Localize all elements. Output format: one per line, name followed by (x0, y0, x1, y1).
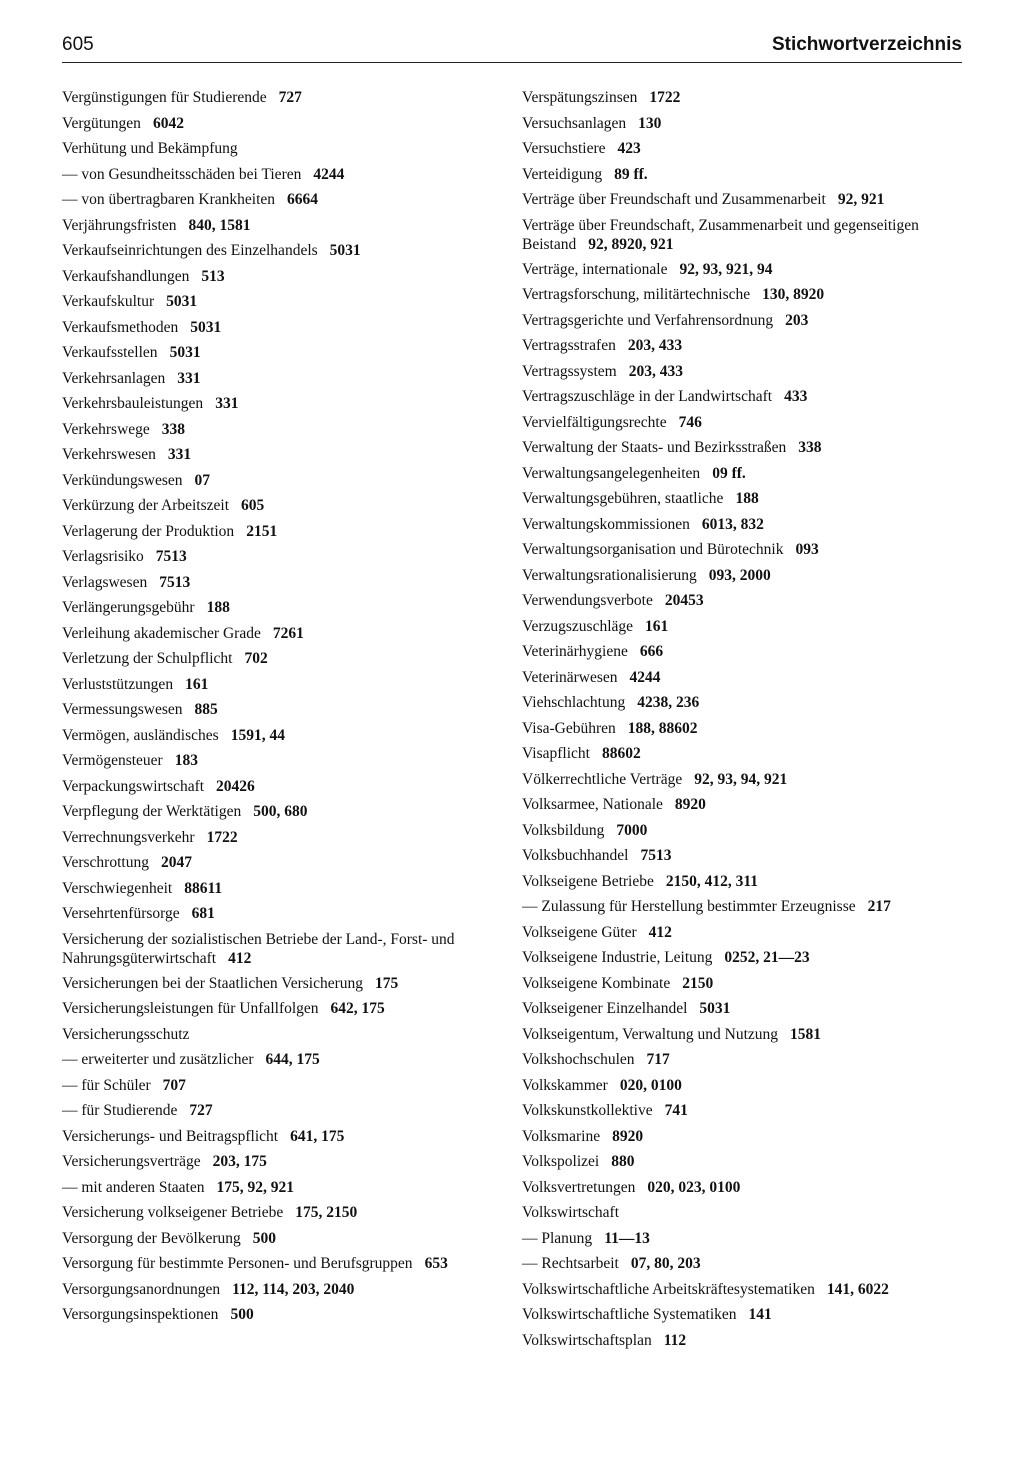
index-reference-numbers: 6042 (152, 114, 184, 132)
index-entry (522, 897, 964, 923)
index-reference-numbers: 88611 (184, 879, 223, 897)
index-reference-numbers: 746 (678, 413, 702, 431)
index-reference-numbers: 141, 6022 (826, 1280, 889, 1298)
index-reference-numbers: 0252, 21—23 (724, 949, 810, 966)
index-term: Volksbildung (522, 821, 605, 839)
index-term: Volkseigene Industrie, Leitung (522, 949, 713, 966)
index-entry (62, 496, 502, 522)
index-term: Vergünstigungen für Studierende (62, 89, 267, 106)
index-term: Volksarmee, Nationale (522, 796, 663, 813)
index-reference-numbers: 141 (748, 1306, 772, 1323)
index-reference-numbers: 92, 93, 94, 921 (694, 770, 788, 788)
index-reference-numbers: 183 (174, 752, 198, 769)
index-entry (62, 216, 502, 242)
index-entry (62, 241, 502, 267)
index-reference-numbers: 203, 433 (627, 337, 683, 354)
index-term: Verwendungsverbote (522, 592, 653, 609)
index-reference-numbers: 6013, 832 (701, 515, 764, 533)
index-entry (522, 387, 964, 413)
index-term: Vertragszuschläge in der Landwirtschaft (522, 388, 773, 405)
index-entry (62, 369, 502, 395)
index-reference-numbers: 423 (617, 140, 641, 157)
index-reference-numbers: 885 (194, 701, 218, 718)
index-reference-numbers: 92, 93, 921, 94 (679, 260, 773, 278)
index-term: Veterinärhygiene (522, 643, 628, 660)
index-entry (522, 1229, 964, 1255)
index-entry (522, 489, 964, 515)
index-reference-numbers: 5031 (190, 318, 222, 336)
index-reference-numbers: 188 (735, 490, 759, 507)
index-reference-numbers: 130, 8920 (762, 286, 825, 303)
index-entry (522, 260, 964, 286)
index-reference-numbers: 7000 (616, 821, 648, 839)
index-reference-numbers: 188, 88602 (627, 719, 698, 737)
index-entry (522, 1305, 964, 1331)
index-entry (62, 267, 502, 293)
index-term: Volkskammer (522, 1076, 608, 1094)
index-entry (522, 770, 964, 796)
index-reference-numbers: 8920 (612, 1127, 644, 1145)
index-term: — für Studierende (62, 1102, 178, 1119)
index-term: Verkaufsmethoden (62, 318, 179, 336)
index-term: Verwaltungsrationalisierung (522, 566, 697, 584)
index-term: Volkseigene Güter (522, 923, 637, 941)
index-term: Verhütung und Bekämpfung (62, 140, 238, 157)
index-entry (522, 1101, 964, 1127)
index-term: Verrechnungsverkehr (62, 828, 195, 846)
index-reference-numbers: 7261 (272, 624, 304, 642)
index-reference-numbers: 5031 (169, 344, 201, 361)
index-entry (62, 394, 502, 420)
index-entry (522, 336, 964, 362)
index-term: Verkehrswesen (62, 446, 156, 463)
index-entry (522, 216, 964, 260)
index-term: Verschwiegenheit (62, 879, 173, 897)
index-entry (62, 1076, 502, 1102)
index-column-right (522, 88, 964, 1356)
index-term: Volkseigene Kombinate (522, 974, 671, 992)
index-entry (62, 139, 502, 165)
index-entry (62, 700, 502, 726)
index-term: Verwaltungsgebühren, staatliche (522, 490, 724, 507)
index-entry (62, 88, 502, 114)
index-term: Völkerrechtliche Verträge (522, 770, 683, 788)
index-reference-numbers: 331 (167, 446, 192, 463)
index-reference-numbers: 4244 (313, 165, 345, 183)
index-entry (62, 1280, 502, 1306)
index-entry (62, 802, 502, 828)
index-reference-numbers: 203 (785, 311, 809, 329)
index-reference-numbers: 500, 680 (253, 803, 308, 820)
index-entry (522, 948, 964, 974)
index-reference-numbers: 338 (161, 420, 186, 438)
index-entry (522, 846, 964, 872)
index-term: Verwaltung der Staats- und Bezirksstraßen (522, 439, 787, 456)
index-term: Verkehrsbauleistungen (62, 395, 204, 412)
index-term: Verträge, internationale (522, 260, 668, 278)
index-term: — mit anderen Staaten (62, 1178, 205, 1196)
index-entry (62, 1203, 502, 1229)
index-term: Volkshochschulen (522, 1051, 635, 1068)
index-term: — von Gesundheitsschäden bei Tieren (62, 165, 302, 183)
index-entry (522, 591, 964, 617)
index-entry (62, 547, 502, 573)
page-number: 605 (62, 34, 94, 55)
index-reference-numbers: 161 (185, 675, 209, 693)
index-term: Volkswirtschaftsplan (522, 1331, 652, 1349)
index-term: Versuchsanlagen (522, 114, 627, 132)
index-reference-numbers: 707 (162, 1076, 186, 1094)
index-entry (62, 420, 502, 446)
index-term: Volksbuchhandel (522, 847, 629, 864)
index-entry (522, 744, 964, 770)
index-reference-numbers: 1581 (790, 1025, 822, 1043)
index-term: Volkseigener Einzelhandel (522, 1000, 688, 1017)
index-entry (522, 872, 964, 898)
index-reference-numbers: 175 (375, 974, 399, 992)
index-term: Verjährungsfristen (62, 216, 177, 234)
index-entry (522, 139, 964, 165)
index-term: Volkseigene Betriebe (522, 872, 654, 890)
index-term: Viehschlachtung (522, 694, 626, 711)
index-reference-numbers: 5031 (699, 1000, 731, 1017)
index-reference-numbers: 702 (244, 650, 268, 667)
index-term: — erweiterter und zusätzlicher (62, 1051, 254, 1068)
index-reference-numbers: 093, 2000 (708, 566, 771, 584)
index-term: Volkswirtschaftliche Systematiken (522, 1306, 737, 1323)
index-entry (522, 617, 964, 643)
index-entry (522, 1076, 964, 1102)
index-reference-numbers: 6664 (287, 191, 319, 208)
index-reference-numbers: 92, 921 (837, 191, 885, 208)
index-reference-numbers: 20426 (216, 777, 255, 795)
index-reference-numbers: 4244 (629, 668, 661, 686)
index-reference-numbers: 727 (189, 1102, 213, 1119)
index-entry (62, 114, 502, 140)
index-entry (62, 624, 502, 650)
index-entry (62, 751, 502, 777)
index-term: Versuchstiere (522, 140, 606, 157)
index-reference-numbers: 4238, 236 (637, 694, 700, 711)
index-term: Versicherung der sozialistischen Betriebe der Land-, Forst- und Nahrungsgüterwirtschaft (62, 930, 455, 967)
index-entry (522, 719, 964, 745)
index-term: Verkehrswege (62, 420, 150, 438)
index-term: Verträge über Freundschaft und Zusammenarbeit (522, 191, 826, 208)
index-entry (522, 1178, 964, 1204)
index-reference-numbers: 2150, 412, 311 (665, 872, 759, 890)
index-reference-numbers: 88602 (601, 745, 641, 762)
index-term: Verkaufskultur (62, 293, 155, 310)
index-term: Verlagsrisiko (62, 548, 144, 565)
index-reference-numbers: 1722 (649, 89, 681, 106)
index-term: Versorgung der Bevölkerung (62, 1229, 241, 1247)
index-term: Verkaufshandlungen (62, 267, 190, 285)
index-reference-numbers: 331 (215, 395, 239, 412)
index-term: Versicherungsleistungen für Unfallfolgen (62, 1000, 319, 1017)
index-term: Verleihung akademischer Grade (62, 624, 261, 642)
index-term: Verträge über Freundschaft, Zusammenarbeit und gegenseitigen Beistand (522, 216, 919, 253)
index-entry (62, 165, 502, 191)
index-entry (522, 668, 964, 694)
index-entry (62, 853, 502, 879)
index-reference-numbers: 717 (646, 1051, 670, 1068)
index-entry (62, 598, 502, 624)
index-reference-numbers: 1722 (206, 828, 238, 846)
index-entry (62, 1101, 502, 1127)
section-title: Stichwortverzeichnis (771, 34, 962, 55)
index-term: Verkehrsanlagen (62, 369, 166, 387)
index-term: — für Schüler (62, 1076, 151, 1094)
index-entry (522, 88, 964, 114)
index-reference-numbers: 7513 (159, 573, 191, 591)
index-term: Verpackungswirtschaft (62, 777, 205, 795)
index-term: Volkskunstkollektive (522, 1102, 653, 1119)
index-reference-numbers: 5031 (329, 242, 361, 259)
index-term: Versicherungsschutz (62, 1025, 190, 1043)
index-entry (522, 999, 964, 1025)
index-reference-numbers: 203, 433 (628, 362, 683, 380)
index-term: Visa-Gebühren (522, 719, 616, 737)
index-entry (62, 573, 502, 599)
index-reference-numbers: 093 (795, 541, 819, 558)
index-reference-numbers: 500 (252, 1229, 277, 1247)
index-entry (522, 190, 964, 216)
index-entry (62, 828, 502, 854)
index-entry (62, 1152, 502, 1178)
index-entry (522, 923, 964, 949)
index-term: Versorgung für bestimmte Personen- und Berufsgruppen (62, 1255, 413, 1272)
index-reference-numbers: 644, 175 (265, 1051, 320, 1068)
index-entry (522, 540, 964, 566)
index-term: Vertragsgerichte und Verfahrensordnung (522, 311, 774, 329)
index-term: Vermessungswesen (62, 701, 183, 718)
page-header (62, 30, 962, 60)
index-entry (522, 974, 964, 1000)
index-entry (522, 1280, 964, 1306)
index-reference-numbers: 20453 (664, 592, 704, 609)
index-entry (522, 285, 964, 311)
index-reference-numbers: 840, 1581 (188, 216, 251, 234)
index-entry (62, 1229, 502, 1255)
index-reference-numbers: 175, 92, 921 (216, 1178, 294, 1196)
index-term: Veterinärwesen (522, 668, 618, 686)
index-entry (522, 566, 964, 592)
index-term: Verletzung der Schulpflicht (62, 650, 233, 667)
index-reference-numbers: 433 (784, 388, 808, 405)
index-term: — Zulassung für Herstellung bestimmter Erzeugnisse (522, 898, 856, 915)
index-term: Verwaltungsorganisation und Bürotechnik (522, 541, 784, 558)
index-term: Versicherung volkseigener Betriebe (62, 1204, 284, 1221)
index-reference-numbers: 175, 2150 (295, 1204, 358, 1221)
index-reference-numbers: 727 (278, 89, 302, 106)
index-entry (62, 522, 502, 548)
index-entry (62, 930, 502, 974)
index-entry (62, 318, 502, 344)
index-reference-numbers: 2151 (246, 522, 278, 540)
index-entry (62, 1305, 502, 1331)
index-term: Verteidigung (522, 165, 603, 183)
index-term: Verluststützungen (62, 675, 174, 693)
index-entry (522, 1050, 964, 1076)
index-term: Verlagswesen (62, 573, 148, 591)
index-term: Verspätungszinsen (522, 89, 638, 106)
index-entry (62, 777, 502, 803)
index-entry (62, 1254, 502, 1280)
index-reference-numbers: 89 ff. (614, 165, 648, 183)
index-term: Vermögen, ausländisches (62, 726, 219, 744)
index-entry (62, 1127, 502, 1153)
index-term: Verschrottung (62, 854, 149, 871)
index-entry (62, 343, 502, 369)
index-entry (522, 1152, 964, 1178)
index-reference-numbers: 07, 80, 203 (630, 1255, 701, 1272)
index-reference-numbers: 2047 (160, 854, 192, 871)
index-term: Volksmarine (522, 1127, 601, 1145)
index-entry (62, 879, 502, 905)
index-column-left (62, 88, 502, 1331)
index-term: Vertragsforschung, militärtechnische (522, 286, 751, 303)
index-reference-numbers: 741 (664, 1102, 688, 1119)
index-term: Volkspolizei (522, 1153, 600, 1170)
index-entry (62, 190, 502, 216)
index-entry (62, 904, 502, 930)
index-term: Verkaufsstellen (62, 344, 158, 361)
index-term: Versicherungen bei der Staatlichen Versicherung (62, 974, 363, 992)
index-reference-numbers: 605 (241, 497, 265, 514)
index-reference-numbers: 500 (230, 1306, 254, 1323)
index-term: Visapflicht (522, 745, 590, 762)
index-term: Vertragsstrafen (522, 337, 616, 354)
index-reference-numbers: 653 (424, 1255, 448, 1272)
index-term: Versorgungsanordnungen (62, 1280, 221, 1298)
index-entry (62, 445, 502, 471)
index-reference-numbers: 09 ff. (712, 464, 746, 482)
index-reference-numbers: 203, 175 (212, 1153, 267, 1170)
index-reference-numbers: 338 (798, 439, 822, 456)
index-term: Verlagerung der Produktion (62, 522, 235, 540)
index-entry (522, 1254, 964, 1280)
index-reference-numbers: 112 (663, 1331, 687, 1349)
index-reference-numbers: 641, 175 (290, 1127, 345, 1145)
index-reference-numbers: 8920 (674, 796, 706, 813)
index-entry (522, 311, 964, 337)
index-reference-numbers: 07 (194, 471, 211, 489)
index-entry (522, 1127, 964, 1153)
index-term: — Planung (522, 1229, 593, 1247)
index-entry (522, 362, 964, 388)
index-term: Verpflegung der Werktätigen (62, 803, 242, 820)
index-reference-numbers: 112, 114, 203, 2040 (232, 1280, 355, 1298)
index-entry (522, 165, 964, 191)
index-term: Verzugszuschläge (522, 617, 634, 635)
index-entry (522, 515, 964, 541)
index-term: Verkündungswesen (62, 471, 183, 489)
index-reference-numbers: 880 (611, 1153, 635, 1170)
index-entry (62, 1178, 502, 1204)
index-term: Versehrtenfürsorge (62, 905, 180, 922)
index-reference-numbers: 2150 (682, 974, 714, 992)
index-entry (522, 114, 964, 140)
index-entry (522, 413, 964, 439)
index-entry (522, 821, 964, 847)
index-reference-numbers: 020, 0100 (619, 1076, 682, 1094)
index-entry (522, 1331, 964, 1357)
index-term: Vermögensteuer (62, 752, 163, 769)
header-rule (62, 62, 962, 63)
index-reference-numbers: 331 (177, 369, 201, 387)
index-reference-numbers: 7513 (640, 847, 672, 864)
index-term: Verwaltungsangelegenheiten (522, 464, 701, 482)
index-entry (522, 1203, 964, 1229)
index-reference-numbers: 92, 8920, 921 (588, 235, 674, 253)
index-reference-numbers: 1591, 44 (230, 726, 285, 744)
index-entry (62, 1025, 502, 1051)
index-term: Verlängerungsgebühr (62, 599, 195, 616)
index-entry (522, 642, 964, 668)
index-entry (522, 1025, 964, 1051)
index-entry (522, 795, 964, 821)
index-reference-numbers: 681 (191, 905, 215, 922)
index-reference-numbers: 188 (206, 599, 230, 616)
index-reference-numbers: 7513 (155, 548, 187, 565)
index-reference-numbers: 513 (201, 267, 225, 285)
index-entry (62, 974, 502, 1000)
index-term: Versicherungs- und Beitragspflicht (62, 1127, 279, 1145)
index-entry (62, 471, 502, 497)
index-term: Vervielfältigungsrechte (522, 413, 667, 431)
index-entry (62, 675, 502, 701)
index-reference-numbers: 412 (648, 923, 672, 941)
index-reference-numbers: 020, 023, 0100 (647, 1178, 741, 1196)
index-entry (522, 693, 964, 719)
index-entry (62, 292, 502, 318)
index-entry (62, 999, 502, 1025)
index-reference-numbers: 11—13 (604, 1229, 650, 1247)
index-reference-numbers: 161 (645, 617, 669, 635)
index-entry (522, 438, 964, 464)
index-entry (62, 1050, 502, 1076)
index-term: Verkaufseinrichtungen des Einzelhandels (62, 242, 318, 259)
index-term: Verkürzung der Arbeitszeit (62, 497, 229, 514)
index-term: Volkswirtschaft (522, 1204, 620, 1221)
index-entry (522, 464, 964, 490)
index-term: — von übertragbaren Krankheiten (62, 191, 276, 208)
index-term: Versicherungsverträge (62, 1153, 201, 1170)
index-term: Volkswirtschaftliche Arbeitskräftesystematiken (522, 1280, 815, 1298)
index-term: Vergütungen (62, 114, 141, 132)
index-entry (62, 726, 502, 752)
index-reference-numbers: 217 (867, 898, 891, 915)
index-reference-numbers: 5031 (166, 293, 198, 310)
index-reference-numbers: 666 (639, 643, 664, 660)
index-reference-numbers: 642, 175 (330, 1000, 385, 1017)
index-term: Vertragssystem (522, 362, 617, 380)
index-term: Volksvertretungen (522, 1178, 636, 1196)
index-term: Verwaltungskommissionen (522, 515, 690, 533)
index-term: Volkseigentum, Verwaltung und Nutzung (522, 1025, 779, 1043)
index-term: — Rechtsarbeit (522, 1255, 619, 1272)
index-reference-numbers: 412 (228, 949, 252, 967)
index-term: Versorgungsinspektionen (62, 1306, 219, 1323)
index-entry (62, 649, 502, 675)
index-reference-numbers: 130 (638, 114, 662, 132)
